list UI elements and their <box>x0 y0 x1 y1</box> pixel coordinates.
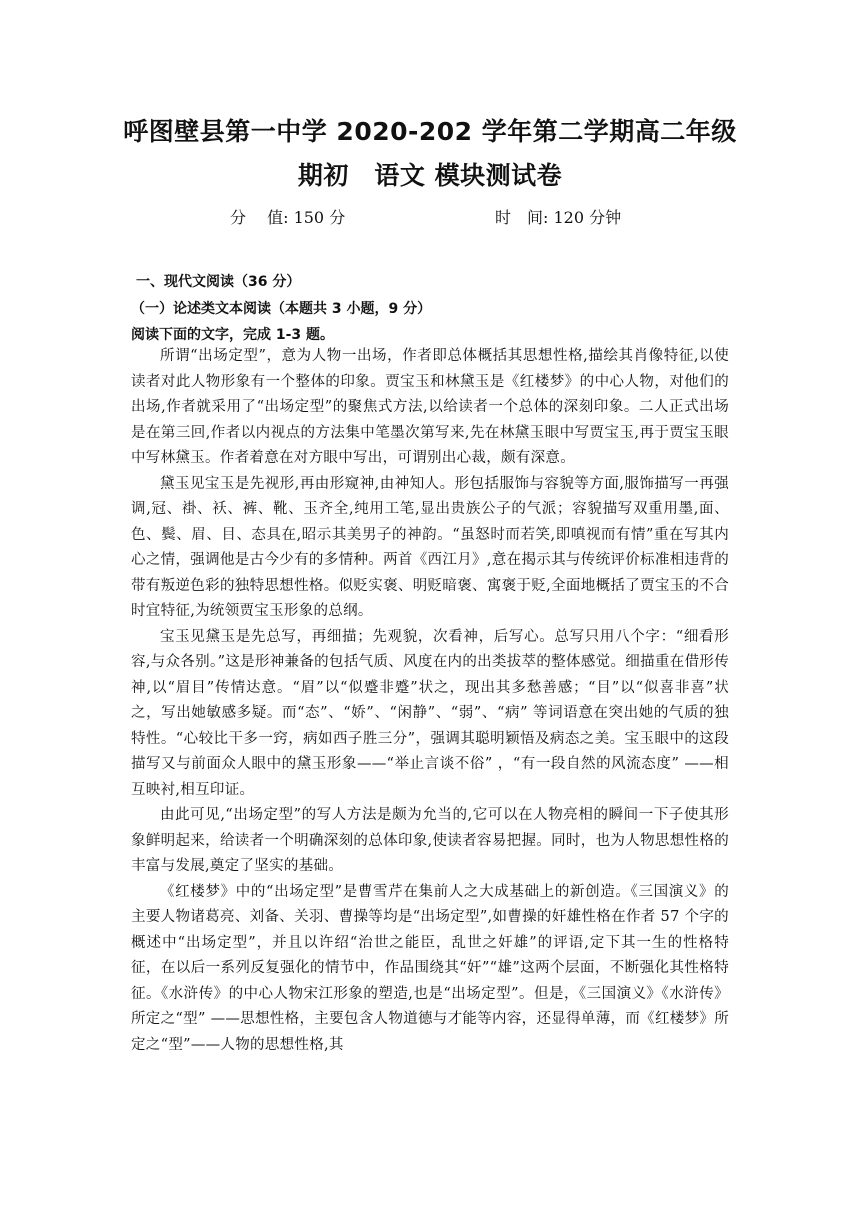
paragraph: 宝玉见黛玉是先总写，再细描；先观貌，次看神，后写心。总写只用八个字：“细看形容,与众各别。”这是形神兼备的包括气质、风度在内的出类拔萃的整体感觉。细描重在借形传神,以“眉目”传情达意。“眉”以“似蹙非蹙”状之，现出其多愁善感；“目”以“似喜非喜”状之，写出她敏感多疑。而“态”、“娇”、“闲静”、“弱”、“病” 等词语意在突出她的气质的独特性。“心较比干多一窍，病如西子胜三分”，强调其聪明颖悟及病态之美。宝玉眼中的这段描写又与前面众人眼中的黛玉形象——“举止言谈不俗” ，“有一段自然的风流态度” ——相互映衬,相互印证。 <box>131 628 729 798</box>
score-info: 分 值: 150 分 <box>230 208 346 227</box>
paragraph: 所谓“出场定型”，意为人物一出场，作者即总体概括其思想性格,描绘其肖像特征,以使读者对此人物形象有一个整体的印象。贾宝玉和林黛玉是《红楼梦》的中心人物，对他们的出场,作者就采用了“出场定型”的聚焦式方法,以给读者一个总体的深刻印象。二人正式出场是在第三回,作者以内视点的方法集中笔墨次第写来,先在林黛玉眼中写贾宝玉,再于贾宝玉眼中写林黛玉。作者着意在对方眼中写出，可谓别出心裁，颇有深意。 <box>131 348 729 466</box>
paragraph: 《红楼梦》中的“出场定型”是曹雪芹在集前人之大成基础上的新创造。《三国演义》的主要人物诸葛亮、刘备、关羽、曹操等均是“出场定型”,如曹操的奸雄性格在作者 57 个字的概述中“出场定型”，并且以许绍“治世之能臣，乱世之奸雄”的评语,定下其一生的性格特征，在以后一系列反复强化的情节中，作品围绕其“奸”“雄”这两个层面，不断强化其性格特征。《水浒传》的中心人物宋江形象的塑造,也是“出场定型”。但是，《三国演义》《水浒传》所定之“型” ——思想性格，主要包含人物道德与才能等内容，还显得单薄，而《红楼梦》所定之“型”——人物的思想性格,其 <box>131 883 729 1053</box>
article-body <box>131 344 729 1058</box>
reading-instruction: 阅读下面的文字，完成 1-3 题。 <box>131 327 335 343</box>
exam-subtitle: 期初 语文 模块测试卷 <box>297 161 563 190</box>
exam-title: 呼图壁县第一中学 2020-202 学年第二学期高二年级 <box>123 117 737 146</box>
paragraph: 黛玉见宝玉是先视形,再由形窥神,由神知人。形包括服饰与容貌等方面,服饰描写一再强调,冠、褂、袄、裤、靴、玉齐全,纯用工笔,显出贵族公子的气派；容貌描写双重用墨,面、色、鬓、眉、目、态具在,昭示其美男子的神韵。“虽怒时而若笑,即嗔视而有情”重在写其内心之情，强调他是古今少有的多情种。两首《西江月》,意在揭示其与传统评价标准相违背的带有叛逆色彩的独特思想性格。似贬实褒、明贬暗褒、寓褒于贬,全面地概括了贾宝玉的不合时宜特征,为统领贾宝玉形象的总纲。 <box>131 475 729 619</box>
section-heading: 一、现代文阅读（36 分） <box>136 274 301 290</box>
paragraph: 由此可见,“出场定型”的写人方法是颇为允当的,它可以在人物亮相的瞬间一下子使其形象鲜明起来，给读者一个明确深刻的总体印象,使读者容易把握。同时，也为人物思想性格的丰富与发展,奠定了坚实的基础。 <box>131 807 729 874</box>
time-info: 时 间: 120 分钟 <box>495 208 622 227</box>
subsection-heading: （一）论述类文本阅读（本题共 3 小题，9 分） <box>131 301 432 317</box>
